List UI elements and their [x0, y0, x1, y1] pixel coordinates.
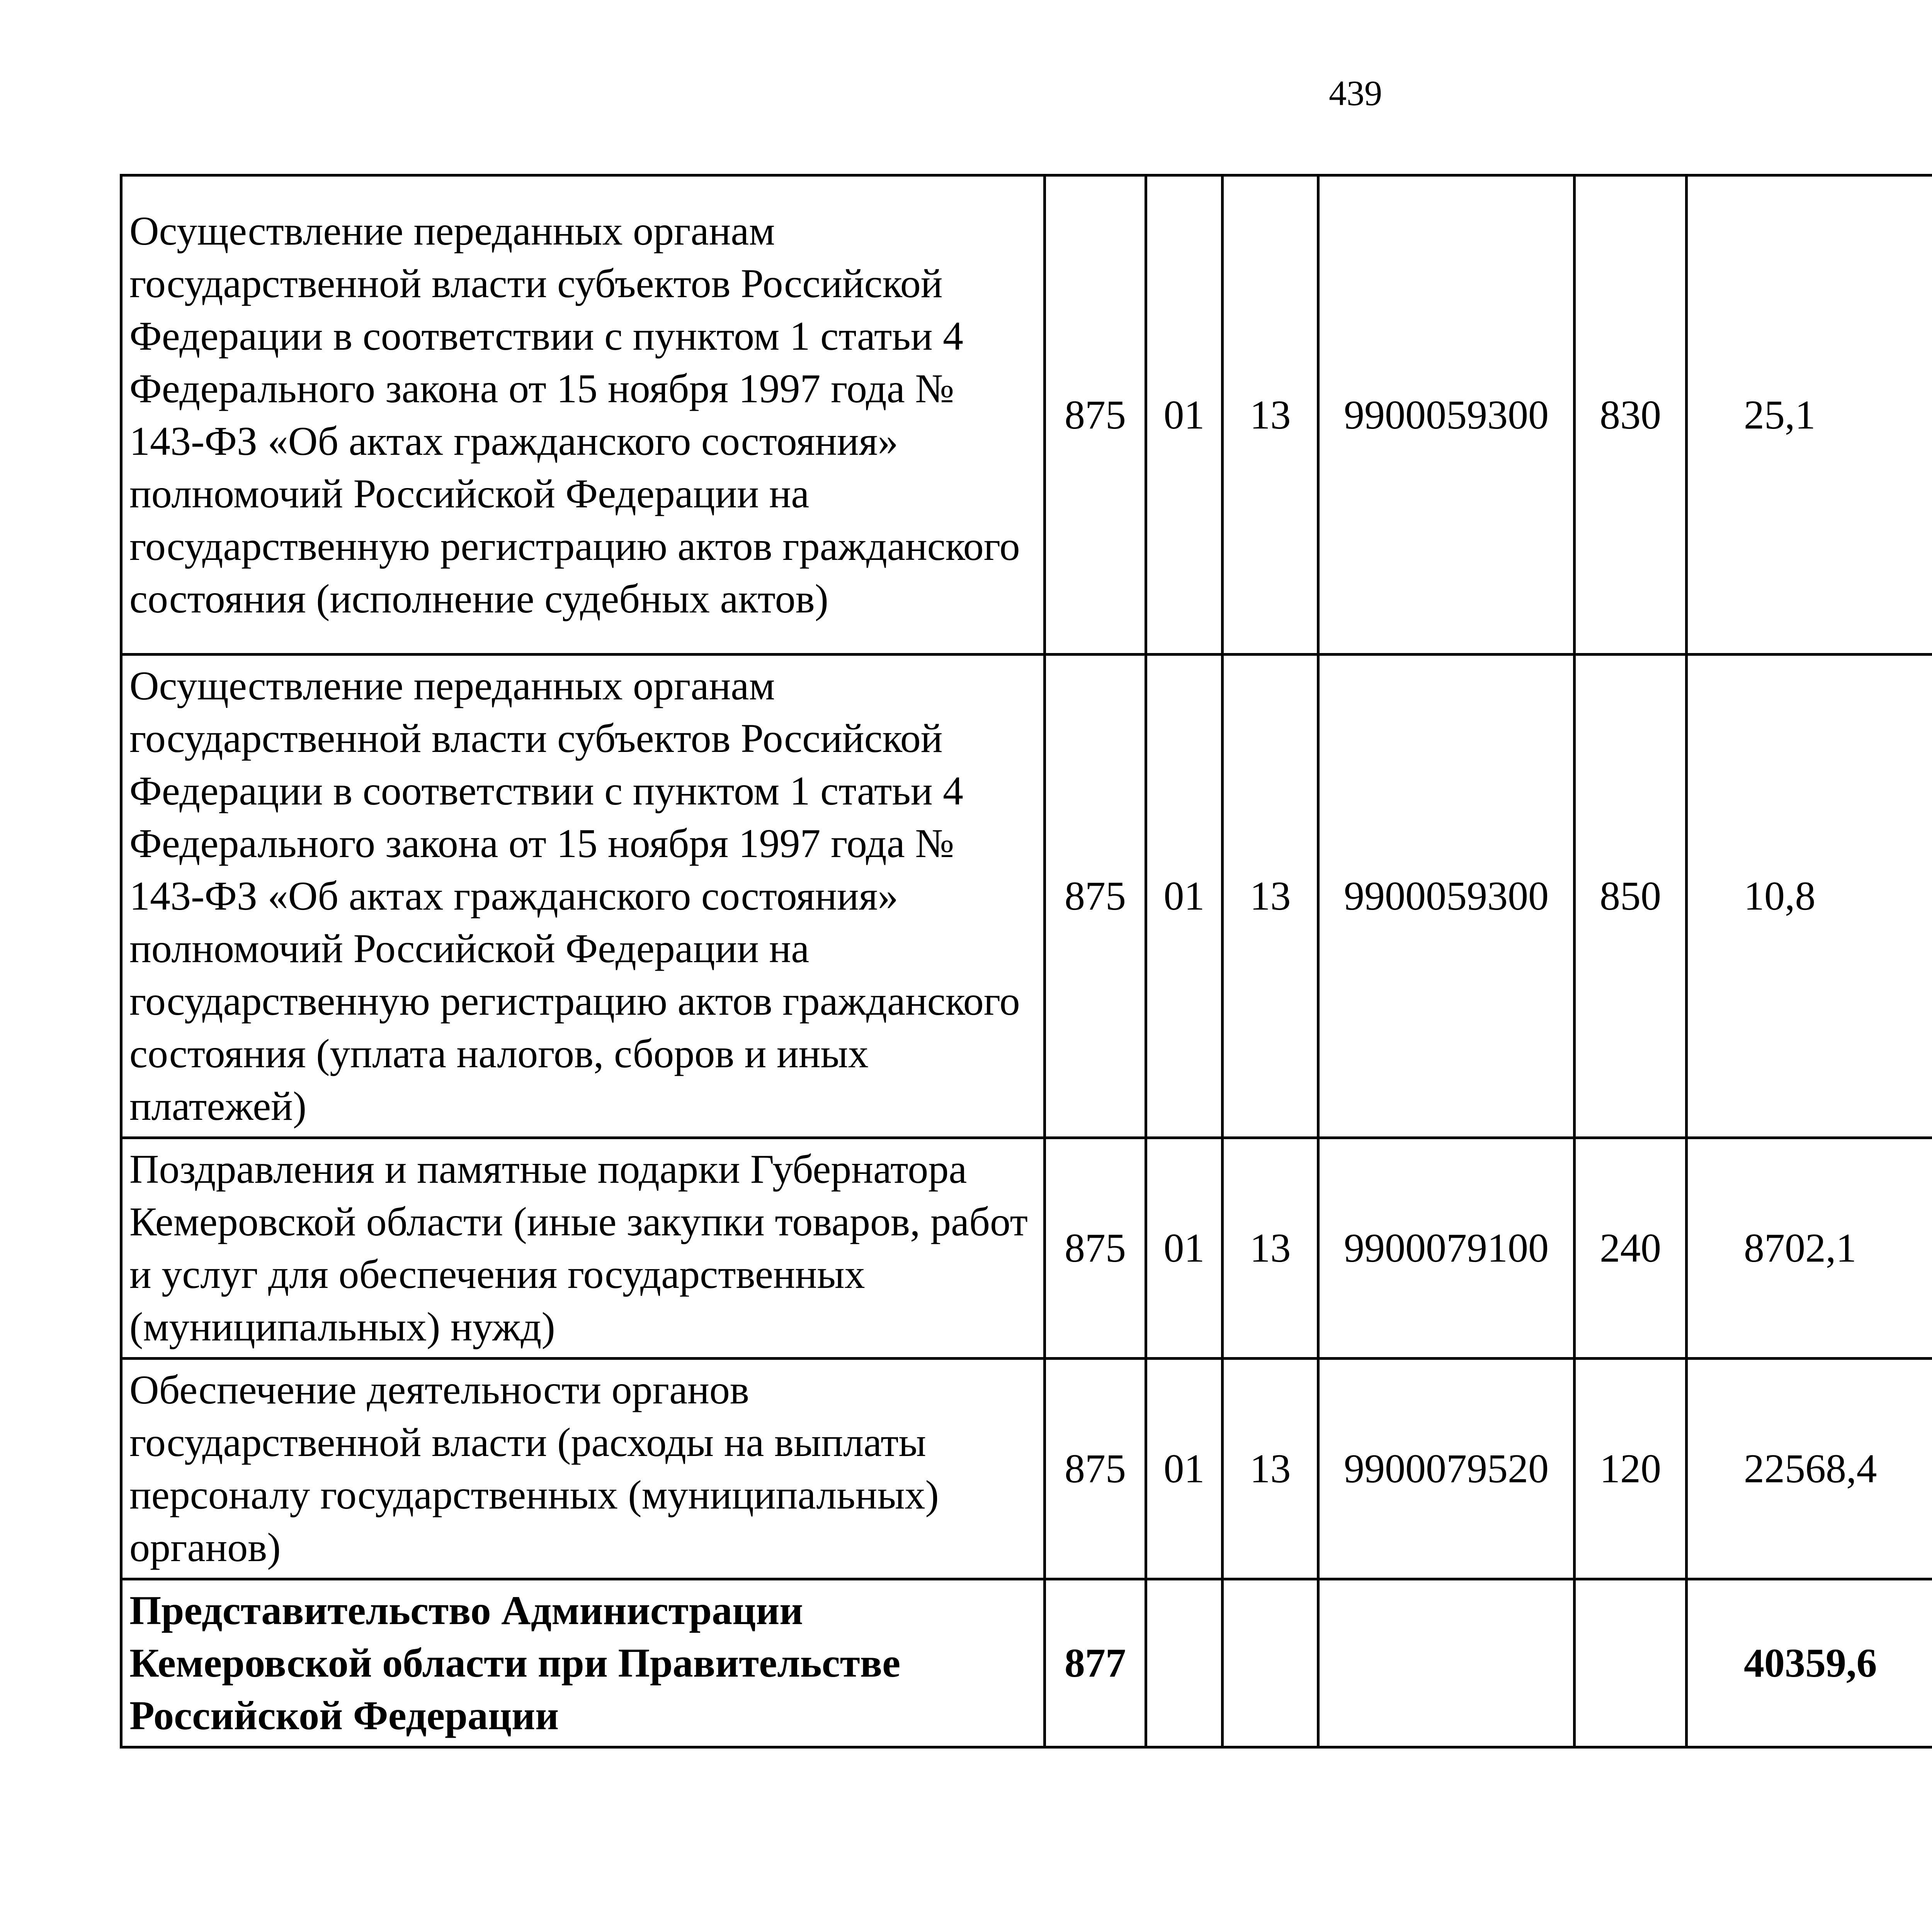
table-row — [121, 1138, 1932, 1359]
subsection-code: 13 — [1223, 175, 1318, 655]
row-description: Обеспечение деятельности органов государственной власти (расходы на выплаты персоналу государственных (муниципальных) органов) — [121, 1359, 1045, 1579]
table-row — [121, 655, 1932, 1138]
expense-type-code: 850 — [1575, 655, 1687, 1138]
expense-type-code: 120 — [1575, 1359, 1687, 1579]
amount-year-1: 25,1 — [1687, 175, 1932, 655]
expense-type-code — [1575, 1579, 1687, 1747]
section-code: 01 — [1146, 1359, 1223, 1579]
subsection-code: 13 — [1223, 1138, 1318, 1359]
amount-year-1: 10,8 — [1687, 655, 1932, 1138]
ministry-code: 875 — [1045, 1138, 1146, 1359]
target-item-code: 9900079520 — [1318, 1359, 1575, 1579]
row-description: Поздравления и памятные подарки Губернатора Кемеровской области (иные закупки товаров, работ и услуг для обеспечения государственных (муниципальных) нужд) — [121, 1138, 1045, 1359]
ministry-code: 875 — [1045, 655, 1146, 1138]
row-description: Осуществление переданных органам государственной власти субъектов Российской Федерации в соответствии с пунктом 1 статьи 4 Федерального закона от 15 ноября 1997 года № 143-ФЗ «Об актах гражданского состояния» полномочий Российской Федерации на государственную регистрацию актов гражданского состояния (исполнение судебных актов) — [121, 175, 1045, 655]
expense-type-code: 240 — [1575, 1138, 1687, 1359]
section-code: 01 — [1146, 1138, 1223, 1359]
ministry-code: 875 — [1045, 175, 1146, 655]
subsection-code — [1223, 1579, 1318, 1747]
section-code: 01 — [1146, 655, 1223, 1138]
section-code — [1146, 1579, 1223, 1747]
page-number: 439 — [1329, 73, 1382, 113]
ministry-code: 877 — [1045, 1579, 1146, 1747]
ministry-code: 875 — [1045, 1359, 1146, 1579]
row-description: Представительство Администрации Кемеровской области при Правительстве Российской Федерации — [121, 1579, 1045, 1747]
budget-table — [120, 174, 1932, 1749]
amount-year-1: 22568,4 — [1687, 1359, 1932, 1579]
subsection-code: 13 — [1223, 1359, 1318, 1579]
amount-year-1: 40359,6 — [1687, 1579, 1932, 1747]
target-item-code: 9900079100 — [1318, 1138, 1575, 1359]
table-row — [121, 175, 1932, 655]
expense-type-code: 830 — [1575, 175, 1687, 655]
target-item-code — [1318, 1579, 1575, 1747]
table-row — [121, 1359, 1932, 1579]
row-description: Осуществление переданных органам государственной власти субъектов Российской Федерации в соответствии с пунктом 1 статьи 4 Федерального закона от 15 ноября 1997 года № 143-ФЗ «Об актах гражданского состояния» полномочий Российской Федерации на государственную регистрацию актов гражданского состояния (уплата налогов, сборов и иных платежей) — [121, 655, 1045, 1138]
table-row-total — [121, 1579, 1932, 1747]
subsection-code: 13 — [1223, 655, 1318, 1138]
target-item-code: 9900059300 — [1318, 655, 1575, 1138]
amount-year-1: 8702,1 — [1687, 1138, 1932, 1359]
target-item-code: 9900059300 — [1318, 175, 1575, 655]
section-code: 01 — [1146, 175, 1223, 655]
